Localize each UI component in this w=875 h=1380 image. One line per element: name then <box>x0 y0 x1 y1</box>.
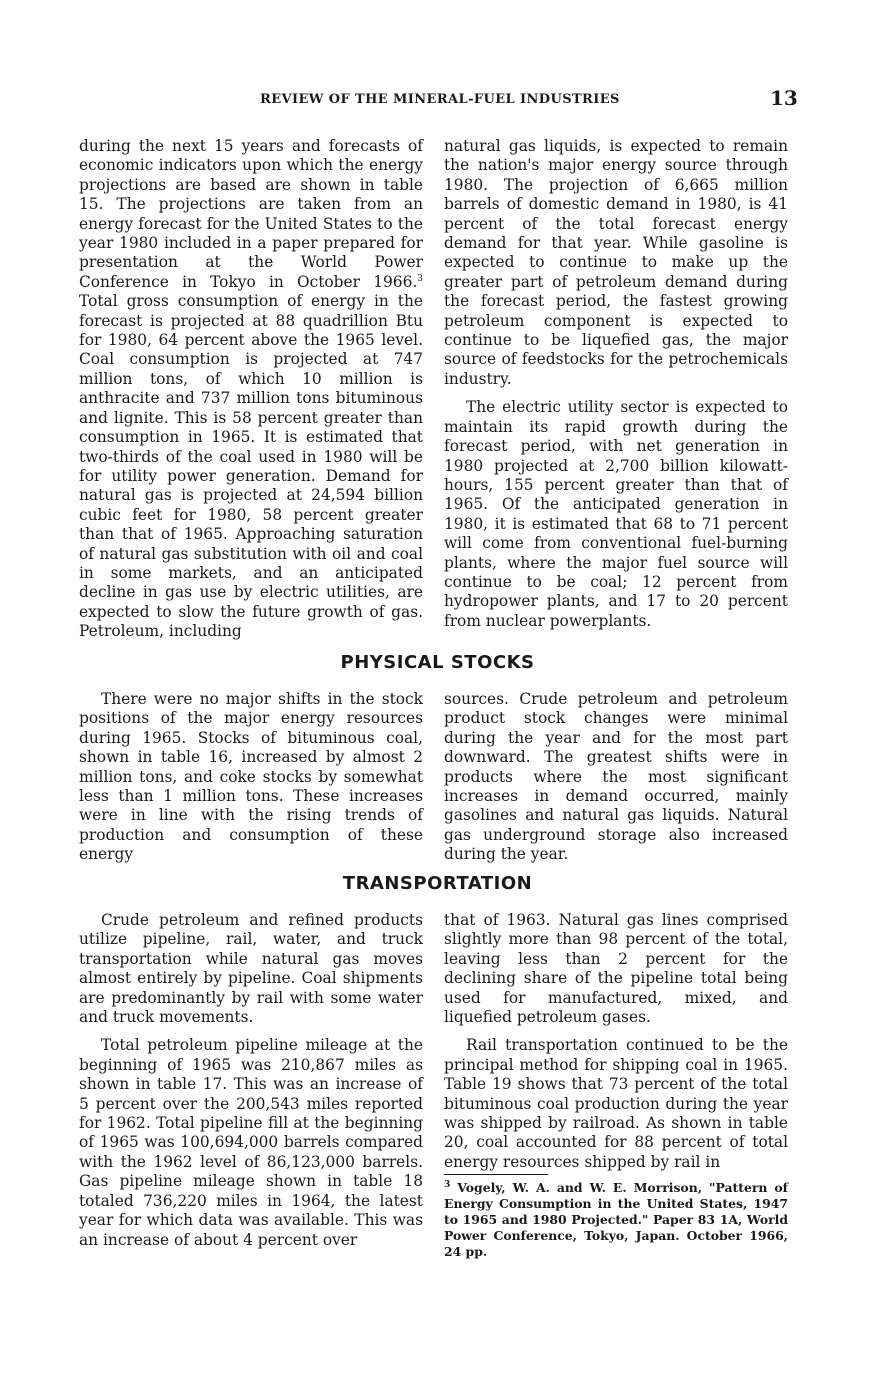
column-right-intro <box>444 137 788 631</box>
paragraph: Crude petroleum and refined products utilize pipeline, rail, water, and truck transportation while natural gas moves almost entirely by pipeline. Coal shipments are predominantly by rail with some water and truck movements. <box>79 911 423 1027</box>
paragraph-text: during the next 15 years and forecasts of economic indicators upon which the energy projections are based are shown in table 15. The projections are taken from an energy forecast for the United States to the year 1980 included in a paper prepared for presentation at the World Power Conference in Tokyo in October 1966. <box>79 137 423 291</box>
footnote-text: Vogely, W. A. and W. E. Morrison, "Pattern of Energy Consumption in the United States, 1947 to 1965 and 1980 Projected." Paper 83 1A, World Power Conference, Tokyo, Japan. October 1966, 24 pp. <box>444 1180 788 1259</box>
paragraph: Total petroleum pipeline mileage at the beginning of 1965 was 210,867 miles as shown in table 17. This was an increase of 5 percent over the 200,543 miles reported for 1962. Total pipeline fill at the beginning of 1965 was 100,694,000 barrels compared with the 1962 level of 86,123,000 barrels. Gas pipeline mileage shown in table 18 totaled 736,220 miles in 1964, the latest year for which data was available. This was an increase of about 4 percent over <box>79 1036 423 1249</box>
column-left-transportation <box>79 911 423 1250</box>
column-right-stocks <box>444 690 788 865</box>
section-heading-physical-stocks: PHYSICAL STOCKS <box>340 652 535 673</box>
footnote <box>444 1180 788 1260</box>
footnote-marker: 3 <box>444 1179 451 1190</box>
footnote-ref: 3 <box>417 273 423 284</box>
section-heading-transportation: TRANSPORTATION <box>342 873 533 894</box>
running-head: REVIEW OF THE MINERAL-FUEL INDUSTRIES <box>260 92 620 107</box>
paragraph <box>79 137 423 642</box>
footnote-divider <box>444 1174 548 1175</box>
paragraph: natural gas liquids, is expected to remain the nation's major energy source through 1980. The projection of 6,665 million barrels of domestic demand in 1980, is 41 percent of the total forecast energy demand for that year. While gasoline is expected to continue to make up the greater part of petroleum demand during the forecast period, the fastest growing petroleum component is expected to continue to be liquefied gas, the major source of feedstocks for the petrochemicals industry. <box>444 137 788 388</box>
column-left-stocks <box>79 690 423 865</box>
paragraph: Rail transportation continued to be the principal method for shipping coal in 1965. Table 19 shows that 73 percent of the total bituminous coal production during the year was shipped by railroad. As shown in table 20, coal accounted for 88 percent of total energy resources shipped by rail in <box>444 1036 788 1171</box>
paragraph: The electric utility sector is expected to maintain its rapid growth during the forecast period, with net generation in 1980 projected at 2,700 billion kilowatt-hours, 155 percent greater than that of 1965. Of the anticipated generation in 1980, it is estimated that 68 to 71 percent will come from conventional fuel-burning plants, where the major fuel source will continue to be coal; 12 percent from hydropower plants, and 17 to 20 percent from nuclear powerplants. <box>444 398 788 630</box>
page-number: 13 <box>770 86 798 110</box>
column-left-intro <box>79 137 423 642</box>
paragraph: sources. Crude petroleum and petroleum product stock changes were minimal during the year and for the most part downward. The greatest shifts were in products where the most significant increases in demand occurred, mainly gasolines and natural gas liquids. Natural gas underground storage also increased during the year. <box>444 690 788 864</box>
paragraph-text: Total gross consumption of energy in the forecast is projected at 88 quadrillion Btu for 1980, 64 percent above the 1965 level. Coal consumption is projected at 747 million tons, of which 10 million is anthracite and 737 million tons bituminous and lignite. This is 58 percent greater than consumption in 1965. It is estimated that two-thirds of the coal used in 1980 will be for utility power generation. Demand for natural gas is projected at 24,594 billion cubic feet for 1980, 58 percent greater than that of 1965. Approaching saturation of natural gas substitution with oil and coal in some markets, and an anticipated decline in gas use by electric utilities, are expected to slow the future growth of gas. Petroleum, including <box>79 292 423 641</box>
paragraph: that of 1963. Natural gas lines comprised slightly more than 98 percent of the total, leaving less than 2 percent for the declining share of the pipeline total being used for manufactured, mixed, and liquefied petroleum gases. <box>444 911 788 1027</box>
paragraph: There were no major shifts in the stock positions of the major energy resources during 1965. Stocks of bituminous coal, shown in table 16, increased by almost 2 million tons, and coke stocks by somewhat less than 1 million tons. These increases were in line with the rising trends of production and consumption of these energy <box>79 690 423 864</box>
column-right-transportation <box>444 911 788 1172</box>
